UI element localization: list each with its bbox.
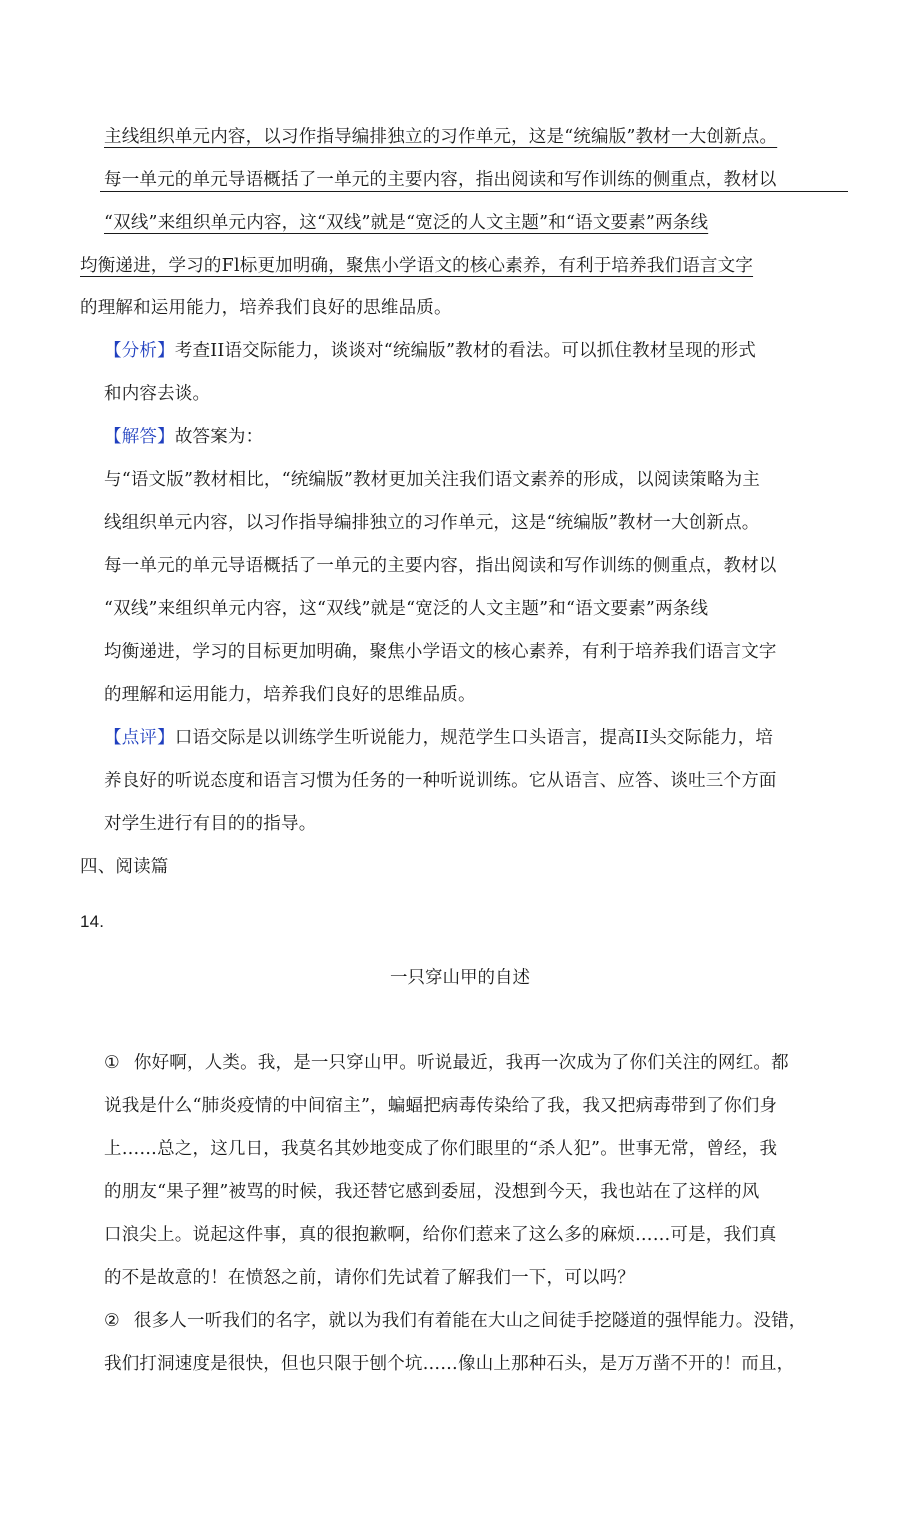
solution-tag: 【解答】 <box>104 427 175 447</box>
answer-line-3: “双线”来组织单元内容，这“双线”就是“宽泛的人文主题”和“语文要素”两条线 <box>104 213 709 233</box>
solution-line-1: 与“语文版”教材相比，“统编版”教材更加关注我们语文素养的形成，以阅读策略为主 <box>104 470 761 490</box>
paragraph-2-line-2: 我们打洞速度是很快，但也只限于刨个坑……像山上那种石头，是万万凿不开的！而且， <box>104 1354 795 1374</box>
paragraph-1-text-1: 你好啊，人类。我，是一只穿山甲。听说最近，我再一次成为了你们关注的网红。都 <box>133 1053 789 1073</box>
solution-intro: 故答案为： <box>174 427 264 447</box>
analysis-line-2: 和内容去谈。 <box>104 384 211 404</box>
paragraph-1-line-6: 的不是故意的！在愤怒之前，请你们先试着了解我们一下，可以吗？ <box>104 1268 635 1288</box>
answer-line-1: 主线组织单元内容，以习作指导编排独立的习作单元，这是“统编版”教材一大创新点。 <box>104 127 778 147</box>
section-heading: 四、阅读篇 <box>80 857 169 877</box>
comment-line-2: 养良好的听说态度和语言习惯为任务的一种听说训练。它从语言、应答、谈吐三个方面 <box>104 771 777 791</box>
paragraph-1-line-2: 说我是什么“肺炎疫情的中间宿主”，蝙蝠把病毒传染给了我，我又把病毒带到了你们身 <box>104 1096 778 1116</box>
solution-line-2: 线组织单元内容，以习作指导编排独立的习作单元，这是“统编版”教材一大创新点。 <box>104 513 760 533</box>
solution-heading <box>104 424 263 450</box>
paragraph-1-line-3: 上……总之，这几日，我莫名其妙地变成了你们眼里的“杀人犯”。世事无常，曾经，我 <box>104 1139 778 1159</box>
paragraph-1-line-4: 的朋友“果子狸”被骂的时候，我还替它感到委屈，没想到今天，我也站在了这样的风 <box>104 1182 760 1202</box>
analysis-text-1: 考查II语交际能力，谈谈对“统编版”教材的看法。可以抓住教材呈现的形式 <box>174 341 757 361</box>
underline-rule <box>100 191 848 192</box>
answer-line-4: 均衡递进，学习的Fl标更加明确，聚焦小学语文的核心素养，有利于培养我们语言文字 <box>80 256 754 276</box>
paragraph-1-marker: ① <box>104 1053 120 1073</box>
paragraph-2-line-1 <box>104 1308 807 1334</box>
solution-line-6: 的理解和运用能力，培养我们良好的思维品质。 <box>104 685 476 705</box>
solution-line-5: 均衡递进，学习的目标更加明确，聚焦小学语文的核心素养，有利于培养我们语言文字 <box>104 642 777 662</box>
analysis-tag: 【分析】 <box>104 341 175 361</box>
solution-line-3: 每一单元的单元导语概括了一单元的主要内容，指出阅读和写作训练的侧重点，教材以 <box>104 556 777 576</box>
paragraph-1-line-1 <box>104 1050 789 1076</box>
paragraph-2-text-1: 很多人一听我们的名字，就以为我们有着能在大山之间徒手挖隧道的强悍能力。没错， <box>133 1311 807 1331</box>
solution-line-4: “双线”来组织单元内容，这“双线”就是“宽泛的人文主题”和“语文要素”两条线 <box>104 599 709 619</box>
paragraph-2-marker: ② <box>104 1311 120 1331</box>
paragraph-1-line-5: 口浪尖上。说起这件事，真的很抱歉啊，给你们惹来了这么多的麻烦……可是，我们真 <box>104 1225 777 1245</box>
answer-line-5: 的理解和运用能力，培养我们良好的思维品质。 <box>80 298 452 318</box>
comment-line-1 <box>104 725 773 751</box>
analysis-line-1 <box>104 338 756 364</box>
comment-tag: 【点评】 <box>104 728 175 748</box>
comment-text-1: 口语交际是以训练学生听说能力，规范学生口头语言，提高II头交际能力，培 <box>174 728 774 748</box>
answer-line-2: 每一单元的单元导语概括了一单元的主要内容，指出阅读和写作训练的侧重点，教材以 <box>104 170 777 190</box>
passage-title: 一只穿山甲的自述 <box>390 968 530 988</box>
question-number: 14. <box>80 912 105 931</box>
comment-line-3: 对学生进行有目的的指导。 <box>104 814 317 834</box>
